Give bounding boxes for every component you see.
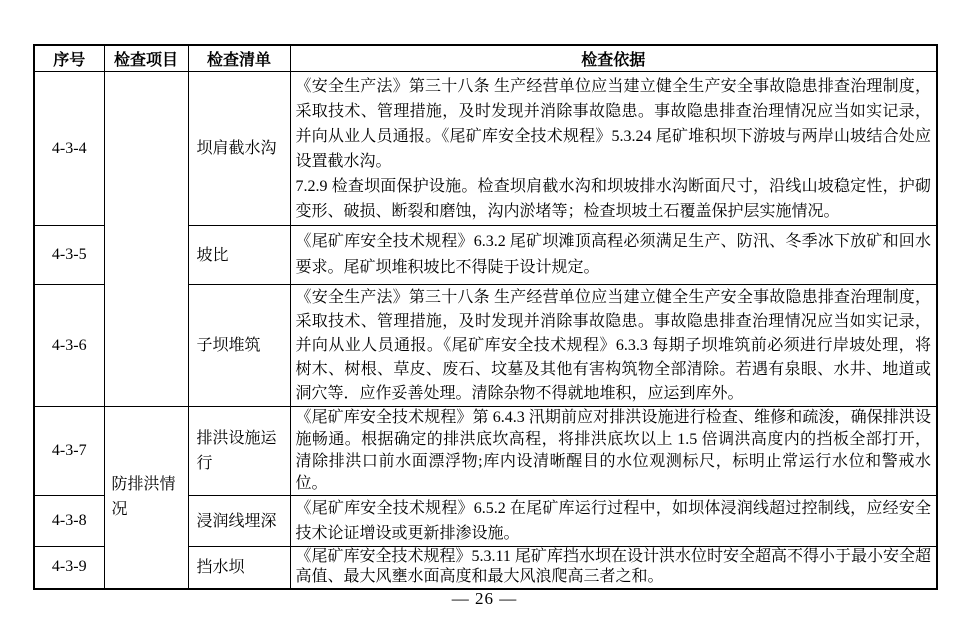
checklist-cell: 子坝堆筑 [188, 285, 290, 407]
basis-paragraph: 《尾矿库安全技术规程》6.3.2 尾矿坝滩顶高程必须满足生产、防汛、冬季冰下放矿和回水要求。尾矿坝堆积坡比不得陡于设计规定。 [295, 233, 931, 276]
basis-cell [290, 226, 937, 285]
header-seq: 序号 [34, 45, 104, 72]
seq-cell: 4-3-8 [34, 496, 104, 547]
basis-cell [290, 72, 937, 226]
seq-cell: 4-3-4 [34, 72, 104, 226]
item-empty-cell [104, 72, 188, 407]
checklist-cell: 排洪设施运行 [188, 407, 290, 496]
seq-cell: 4-3-6 [34, 285, 104, 407]
basis-cell [290, 285, 937, 407]
basis-paragraph: 《尾矿库安全技术规程》第 6.4.3 汛期前应对排洪设施进行检查、维修和疏浚，确保排洪设施畅通。根据确定的排洪底坎高程，将排洪底坎以上 1.5 倍调洪高度内的挡板全部打开，清除排洪口前水面漂浮物;库内设清晰醒目的水位观测标尺，标明止常运行水位和警戒水位。 [295, 409, 931, 492]
checklist-cell: 挡水坝 [188, 547, 290, 589]
basis-cell [290, 407, 937, 496]
basis-paragraph: 《尾矿库安全技术规程》6.5.2 在尾矿库运行过程中，如坝体浸润线超过控制线，应经安全技术论证增设或更新排渗设施。 [295, 500, 931, 542]
header-item: 检查项目 [104, 45, 188, 72]
checklist-cell: 浸润线埋深 [188, 496, 290, 547]
checklist-cell: 坡比 [188, 226, 290, 285]
table-row [34, 72, 937, 226]
basis-paragraph: 7.2.9 检查坝面保护设施。检查坝肩截水沟和坝坡排水沟断面尺寸，沿线山坡稳定性，护砌变形、破损、断裂和磨蚀，沟内淤堵等；检查坝坡土石覆盖保护层实施情况。 [295, 177, 931, 220]
page-number: — 26 — [451, 589, 518, 608]
basis-paragraph: 《安全生产法》第三十八条 生产经营单位应当建立健全生产安全事故隐患排查治理制度，采取技术、管理措施，及时发现并消除事故隐患。事故隐患排查治理情况应当如实记录，并向从业人员通报。《尾矿库安全技术规程》5.3.24 尾矿堆积坝下游坡与两岸山坡结合处应设置截水沟。 [295, 77, 931, 170]
basis-paragraph: 《尾矿库安全技术规程》5.3.11 尾矿库挡水坝在设计洪水位时安全超高不得小于最小安全超高值、最大风壅水面高度和最大风浪爬高三者之和。 [295, 548, 931, 586]
seq-cell: 4-3-9 [34, 547, 104, 589]
basis-paragraph: 《安全生产法》第三十八条 生产经营单位应当建立健全生产安全事故隐患排查治理制度，采取技术、管理措施，及时发现并消除事故隐患。事故隐患排查治理情况应当如实记录，并向从业人员通报。《尾矿库安全技术规程》6.3.3 每期子坝堆筑前必须进行岸坡处理，将树木、树根、草皮、废石、坟墓及其他有害构筑物全部清除。若遇有泉眼、水井、地道或洞穴等．应作妥善处理。清除杂物不得就地堆积，应运到库外。 [295, 288, 931, 402]
header-checklist: 检查清单 [188, 45, 290, 72]
seq-cell: 4-3-5 [34, 226, 104, 285]
item-category-cell: 防排洪情况 [104, 407, 188, 589]
inspection-checklist-table [33, 44, 938, 590]
basis-cell [290, 547, 937, 589]
table-row [34, 407, 937, 496]
table-header-row [34, 45, 937, 72]
basis-cell [290, 496, 937, 547]
header-basis: 检查依据 [290, 45, 937, 72]
seq-cell: 4-3-7 [34, 407, 104, 496]
checklist-cell: 坝肩截水沟 [188, 72, 290, 226]
